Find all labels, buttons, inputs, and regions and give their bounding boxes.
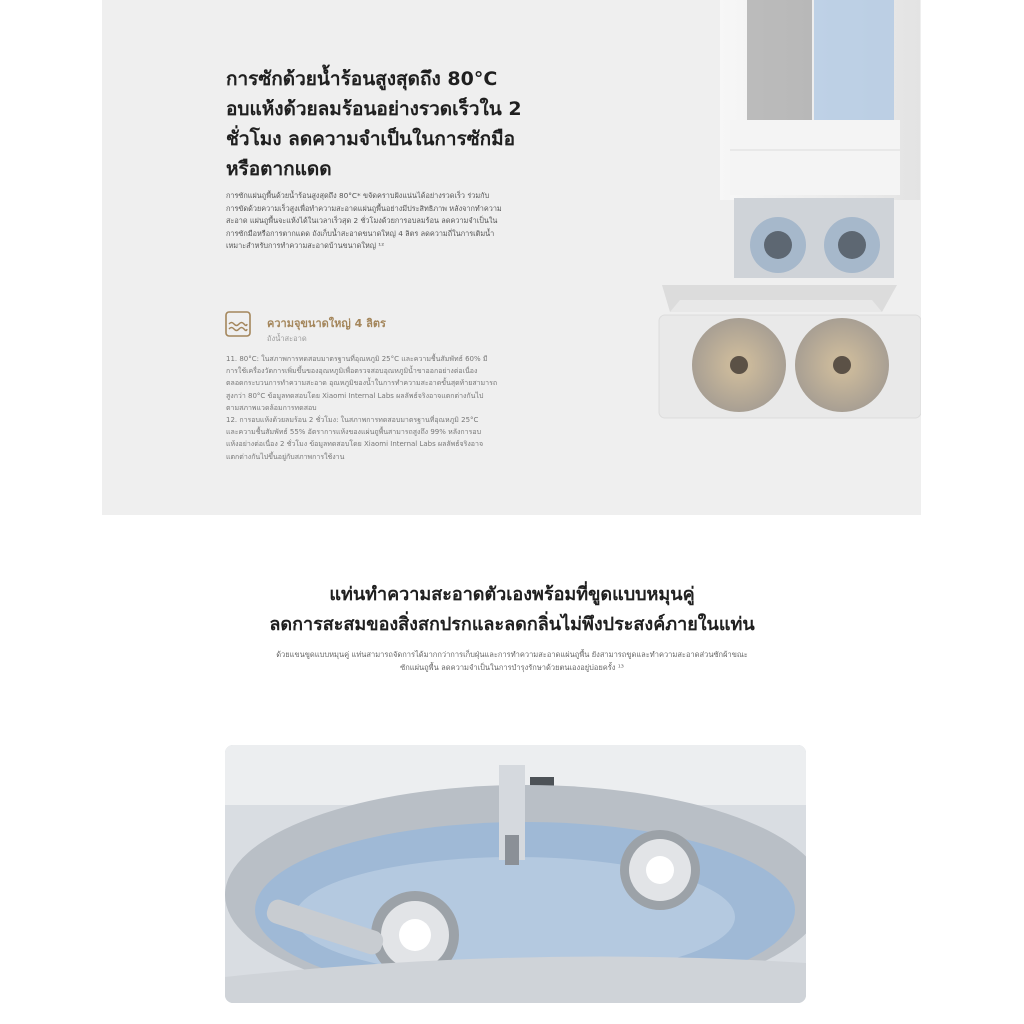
footnote-line: 11. 80°C: ในสภาพการทดสอบมาตรฐานที่อุณหภูมิ 25°C และความชื้นสัมพัทธ์ 60% มี	[226, 355, 488, 363]
intro-line: การขัดด้วยความเร็วสูงเพื่อทำความสะอาดแผ่นถูพื้นอย่างมีประสิทธิภาพ หลังจากทำความ	[226, 203, 502, 213]
capacity-feature	[224, 310, 444, 350]
base-station-illustration	[552, 0, 921, 515]
headline-line: ชั่วโมง ลดความจำเป็นในการซักมือ	[226, 128, 516, 150]
intro-paragraph	[226, 190, 526, 253]
footnote-line: แตกต่างกันไปขึ้นอยู่กับสภาพการใช้งาน	[226, 452, 345, 461]
intro-line: การซักแผ่นถูพื้นด้วยน้ำร้อนสูงสุดถึง 80°C* ขจัดคราบฝังแน่นได้อย่างรวดเร็ว ร่วมกับ	[226, 191, 490, 200]
footnote-line: ตามสภาพแวดล้อมการทดสอบ	[226, 403, 317, 412]
section-title	[0, 580, 1024, 640]
feature-subtitle: ถังน้ำสะอาด	[267, 334, 307, 343]
footnote-line: สูงกว่า 80°C ข้อมูลทดสอบโดย Xiaomi Internal Labs ผลลัพธ์จริงอาจแตกต่างกันไป	[226, 391, 484, 400]
intro-line: การซักมือหรือการตากแดด ถังเก็บน้ำสะอาดขนาดใหญ่ 4 ลิตร ลดความถี่ในการเติมน้ำ	[226, 228, 495, 238]
footnote-line: การใช้เครื่องวัดการเพิ่มขึ้นของอุณหภูมิเพื่อตรวจสอบอุณหภูมิน้ำขาออกอย่างต่อเนื่อง	[226, 367, 478, 376]
footnote-line: และความชื้นสัมพัทธ์ 55% อัตราการแห้งของแผ่นถูพื้นสามารถสูงถึง 99% หลังการอบ	[226, 428, 482, 437]
footnotes	[226, 353, 526, 463]
intro-line: สะอาด แผ่นถูพื้นจะแห้งได้ในเวลาเร็วสุด 2 ชั่วโมงด้วยการอบลมร้อน ลดความจำเป็นใน	[226, 216, 498, 226]
description-line: ซักแผ่นถูพื้น ลดความจำเป็นในการบำรุงรักษาด้วยตนเองอยู่บ่อยครั้ง ¹³	[400, 663, 624, 672]
headline-line: การซักด้วยน้ำร้อนสูงสุดถึง 80°C	[226, 68, 498, 90]
description-line: ด้วยแขนขูดแบบหมุนคู่ แท่นสามารถจัดการได้มากกว่าการเก็บฝุ่นและการทำความสะอาดแผ่นถูพื้น ยังสามารถขูดและทำความสะอาดส่วนซักผ้าขณะ	[276, 650, 748, 659]
headline-line: อบแห้งด้วยลมร้อนอย่างรวดเร็วใน 2	[226, 98, 522, 120]
hot-water-wash-section	[102, 0, 921, 515]
intro-line: เหมาะสำหรับการทำความสะอาดบ้านขนาดใหญ่ ¹²	[226, 241, 385, 251]
water-tank-icon	[224, 310, 252, 338]
feature-title: ความจุขนาดใหญ่ 4 ลิตร	[267, 317, 386, 330]
title-line: แท่นทำความสะอาดตัวเองพร้อมที่ขูดแบบหมุนคู่	[329, 584, 695, 605]
footnote-line: ตลอดกระบวนการทำความสะอาด อุณหภูมิของน้ำในการทำความสะอาดขั้นสุดท้ายสามารถ	[226, 379, 498, 388]
washing-tray-illustration	[225, 745, 806, 1003]
title-line: ลดการสะสมของสิ่งสกปรกและลดกลิ่นไม่พึงประสงค์ภายในแท่น	[269, 614, 755, 635]
headline-line: หรือตากแดด	[226, 158, 332, 180]
section-description	[0, 648, 1024, 674]
washing-tray-photo	[225, 745, 806, 1003]
footnote-line: 12. การอบแห้งด้วยลมร้อน 2 ชั่วโมง: ในสภาพการทดสอบมาตรฐานที่อุณหภูมิ 25°C	[226, 416, 479, 425]
section-headline	[226, 64, 546, 184]
footnote-line: แห้งอย่างต่อเนื่อง 2 ชั่วโมง ข้อมูลทดสอบโดย Xiaomi Internal Labs ผลลัพธ์จริงอาจ	[226, 440, 484, 449]
